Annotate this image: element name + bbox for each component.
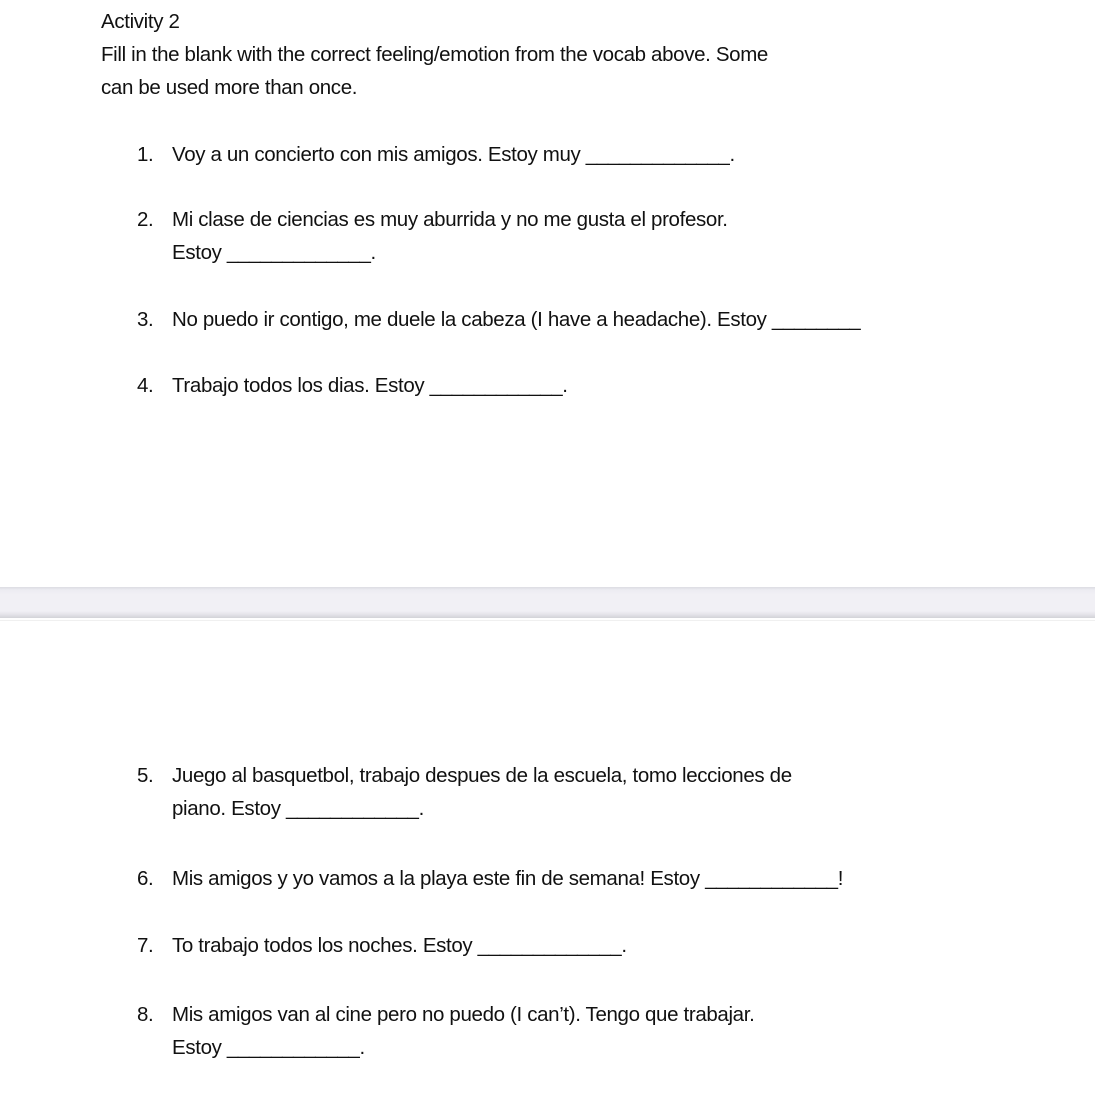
question-text: Trabajo todos los dias. Estoy ____________. [172,374,568,397]
instructions-continued: can be used more than once. [101,76,358,99]
question-number: 2. [137,208,154,231]
question-text-continued: Estoy ____________. [172,1036,365,1059]
question-number: 6. [137,867,154,890]
question-text: Voy a un concierto con mis amigos. Estoy muy _____________. [172,143,735,166]
question-number: 8. [137,1003,154,1026]
question-text-continued: piano. Estoy ____________. [172,797,424,820]
question-number: 5. [137,764,154,787]
activity-title: Activity 2 [101,10,180,33]
question-number: 1. [137,143,154,166]
question-text: To trabajo todos los noches. Estoy _____________. [172,934,627,957]
question-number: 3. [137,308,154,331]
question-text: Mis amigos van al cine pero no puedo (I can’t). Tengo que trabajar. [172,1003,755,1026]
page-break [0,587,1095,618]
question-text: Mi clase de ciencias es muy aburrida y no me gusta el profesor. [172,208,728,231]
question-number: 4. [137,374,154,397]
question-text: No puedo ir contigo, me duele la cabeza (I have a headache). Estoy ________ [172,308,861,331]
question-text: Juego al basquetbol, trabajo despues de la escuela, tomo lecciones de [172,764,792,787]
question-text: Mis amigos y yo vamos a la playa este fin de semana! Estoy ____________! [172,867,844,890]
instructions: Fill in the blank with the correct feeling/emotion from the vocab above. Some [101,43,768,66]
question-number: 7. [137,934,154,957]
question-text-continued: Estoy _____________. [172,241,376,264]
